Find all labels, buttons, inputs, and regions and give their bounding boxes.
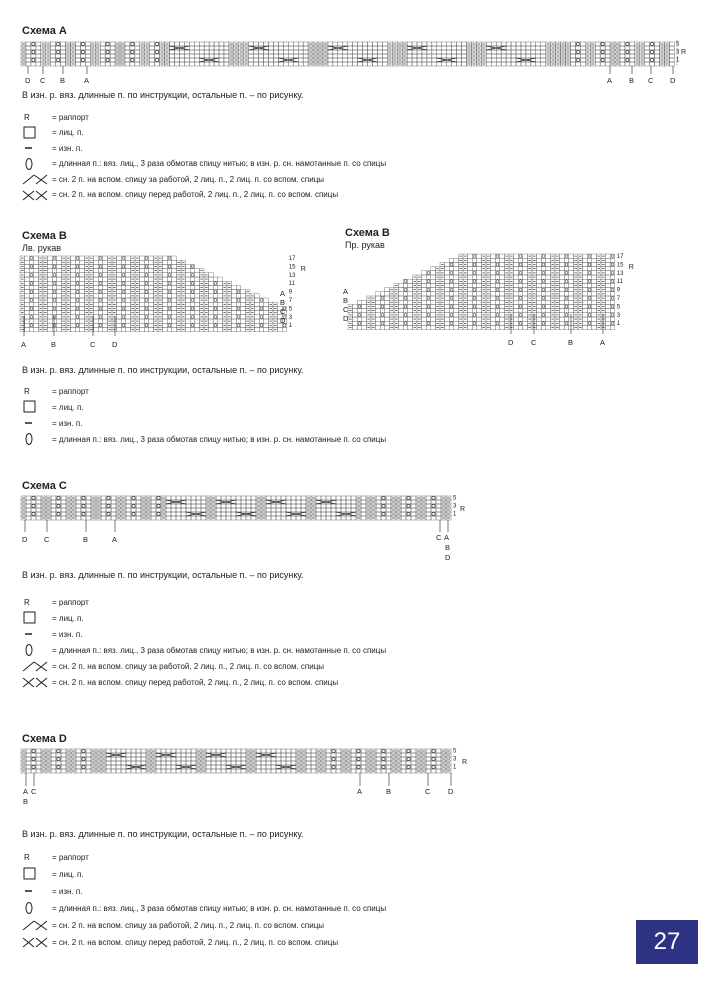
row-number: 11 <box>288 281 296 288</box>
row-number: 17 <box>616 253 624 260</box>
legend-row <box>22 643 386 657</box>
schema-a-title: Схема А <box>22 25 67 37</box>
row-number: 13 <box>288 272 296 279</box>
long-stitch-icon <box>22 901 48 915</box>
row-number: 5 <box>453 495 457 502</box>
schema-d-note: В изн. р. вяз. длинные п. по инструкции, остальные п. – по рисунку. <box>22 829 304 839</box>
legend-d <box>22 850 542 950</box>
schema-a-chart <box>20 40 687 88</box>
legend-text: = длинная п.: вяз. лиц., 3 раза обмотав спицу нитью; в изн. р. сн. намотанные п. со спицы <box>52 645 387 655</box>
legend-text: = лиц. п. <box>52 869 84 879</box>
repeat-symbol <box>22 384 48 398</box>
position-letter: B <box>51 340 57 349</box>
legend-text: = сн. 2 п. на вспом. спицу перед работой, 2 лиц. п., 2 лиц. п. со вспом. спицы <box>52 677 339 687</box>
legend-symbol <box>22 611 52 625</box>
legend-row <box>22 850 89 864</box>
legend-symbol <box>22 400 52 414</box>
schema-b-right-subtitle: Пр. рукав <box>345 240 385 250</box>
legend-b <box>22 384 542 454</box>
legend-symbol <box>22 416 52 430</box>
schema-c-title: Схема С <box>22 480 67 492</box>
legend-text: = длинная п.: вяз. лиц., 3 раза обмотав спицу нитью; в изн. р. сн. намотанные п. со спицы <box>52 434 387 444</box>
legend-row <box>22 188 338 202</box>
cable-front-icon <box>22 188 48 202</box>
purl-stitch-icon <box>22 141 48 155</box>
legend-symbol <box>22 432 52 446</box>
position-letter: C <box>90 340 96 349</box>
row-number: 1 <box>676 57 680 64</box>
schema-c-chart <box>20 494 480 566</box>
grid-cells <box>21 749 451 773</box>
row-number: 3 <box>453 503 457 510</box>
legend-symbol <box>22 141 52 155</box>
legend-symbol <box>22 384 52 398</box>
position-letter: B <box>445 543 451 552</box>
knit-stitch-icon <box>22 867 48 881</box>
legend-text: = раппорт <box>52 112 89 122</box>
legend-symbol <box>22 595 52 609</box>
position-letter: C <box>436 533 442 542</box>
legend-symbol <box>22 643 52 657</box>
legend-text: = изн. п. <box>52 418 83 428</box>
schema-a-note: В изн. р. вяз. длинные п. по инструкции, остальные п. – по рисунку. <box>22 90 304 100</box>
purl-stitch-icon <box>22 884 48 898</box>
side-letter: D <box>343 314 349 323</box>
legend-symbol <box>22 884 52 898</box>
legend-row <box>22 611 84 625</box>
repeat-symbol-label: R <box>24 387 30 396</box>
cable-back-icon <box>22 918 48 932</box>
row-number: 5 <box>616 304 621 311</box>
legend-symbol <box>22 157 52 171</box>
legend-c <box>22 595 542 695</box>
knit-stitch-icon <box>22 126 48 140</box>
position-letter: B <box>23 797 29 806</box>
side-letter: B <box>343 296 349 305</box>
legend-row <box>22 627 82 641</box>
legend-text: = лиц. п. <box>52 402 84 412</box>
legend-symbol <box>22 126 52 140</box>
side-letter: C <box>343 305 349 314</box>
legend-row <box>22 126 84 140</box>
schema-b-right-chart <box>338 252 638 352</box>
row-number: 5 <box>453 748 457 755</box>
position-letter: A <box>84 76 90 85</box>
cable-front-icon <box>22 935 48 949</box>
repeat-symbol-label: R <box>24 853 30 862</box>
cable-front-icon <box>22 675 48 689</box>
row-number: 13 <box>616 270 624 277</box>
row-number: 7 <box>616 295 621 302</box>
row-number: 5 <box>288 306 293 313</box>
cable-back-icon <box>22 172 48 186</box>
legend-text: = раппорт <box>52 852 89 862</box>
legend-text: = сн. 2 п. на вспом. спицу перед работой, 2 лиц. п., 2 лиц. п. со вспом. спицы <box>52 937 339 947</box>
row-number: 7 <box>288 297 293 304</box>
purl-stitch-icon <box>22 416 48 430</box>
legend-text: = изн. п. <box>52 143 83 153</box>
row-number: 1 <box>288 323 293 330</box>
schema-b-left-subtitle: Лв. рукав <box>22 243 62 253</box>
side-letter: D <box>280 316 286 325</box>
position-letter: D <box>445 553 451 562</box>
row-number: 3 <box>453 756 457 763</box>
position-letter: B <box>629 76 635 85</box>
position-letter: D <box>112 340 118 349</box>
legend-symbol <box>22 867 52 881</box>
legend-text: = изн. п. <box>52 886 83 896</box>
position-letter: A <box>357 787 363 796</box>
position-letter: A <box>444 533 450 542</box>
legend-row <box>22 172 324 186</box>
row-number: 1 <box>453 511 457 518</box>
row-number: 1 <box>453 764 457 771</box>
legend-symbol <box>22 850 52 864</box>
position-letter: C <box>31 787 37 796</box>
schema-b-note: В изн. р. вяз. длинные п. по инструкции, остальные п. – по рисунку. <box>22 365 304 375</box>
schema-d-title: Схема D <box>22 733 67 745</box>
position-letter: C <box>425 787 431 796</box>
purl-stitch-icon <box>22 627 48 641</box>
legend-a <box>22 110 542 210</box>
grid-cells <box>21 42 674 66</box>
row-number: 11 <box>616 279 624 286</box>
legend-text: = раппорт <box>52 597 89 607</box>
legend-symbol <box>22 918 52 932</box>
grid-cells <box>20 256 287 332</box>
legend-symbol <box>22 675 52 689</box>
legend-row <box>22 867 84 881</box>
long-stitch-icon <box>22 432 48 446</box>
schema-b-left-chart <box>18 254 318 354</box>
legend-text: = изн. п. <box>52 629 83 639</box>
schema-d-chart <box>20 747 480 809</box>
position-letter: A <box>21 340 27 349</box>
repeat-symbol <box>22 595 48 609</box>
row-number: 9 <box>288 289 293 296</box>
legend-row <box>22 384 89 398</box>
position-letter: B <box>386 787 392 796</box>
legend-row <box>22 884 82 898</box>
legend-symbol <box>22 172 52 186</box>
position-letter: C <box>44 535 50 544</box>
position-letter: A <box>112 535 118 544</box>
schema-b-left-title: Схема В <box>22 230 67 242</box>
position-letter: C <box>648 76 654 85</box>
legend-text: = сн. 2 п. на вспом. спицу перед работой, 2 лиц. п., 2 лиц. п. со вспом. спицы <box>52 190 339 199</box>
position-letter: A <box>23 787 29 796</box>
legend-row <box>22 432 386 446</box>
legend-symbol <box>22 935 52 949</box>
side-letter: C <box>280 307 286 316</box>
schema-c-note: В изн. р. вяз. длинные п. по инструкции, остальные п. – по рисунку. <box>22 570 304 580</box>
knit-stitch-icon <box>22 611 48 625</box>
page-number: 27 <box>636 920 698 964</box>
position-letter: D <box>25 76 31 85</box>
repeat-symbol <box>22 850 48 864</box>
position-letter: C <box>40 76 46 85</box>
row-number: 1 <box>616 321 621 328</box>
side-letter: A <box>280 289 286 298</box>
side-letter: B <box>280 298 286 307</box>
grid-cells <box>21 496 451 520</box>
legend-row <box>22 918 324 932</box>
legend-text: = лиц. п. <box>52 128 84 137</box>
position-letter: C <box>531 338 537 347</box>
repeat-symbol <box>22 110 48 124</box>
repeat-label: R <box>681 49 687 56</box>
position-letter: B <box>568 338 574 347</box>
row-number: 5 <box>676 41 680 48</box>
long-stitch-icon <box>22 643 48 657</box>
repeat-label: R <box>462 759 468 766</box>
position-letter: B <box>83 535 89 544</box>
row-number: 15 <box>616 262 624 269</box>
legend-row <box>22 157 386 171</box>
position-letter: A <box>607 76 613 85</box>
repeat-symbol-label: R <box>24 598 30 607</box>
repeat-symbol-label: R <box>24 113 30 122</box>
position-letter: B <box>60 76 66 85</box>
grid-cells <box>348 254 615 330</box>
row-number: 17 <box>288 255 296 262</box>
cable-back-icon <box>22 659 48 673</box>
legend-row <box>22 935 338 949</box>
position-letter: D <box>508 338 514 347</box>
row-number: 15 <box>288 264 296 271</box>
long-stitch-icon <box>22 157 48 171</box>
legend-row <box>22 901 386 915</box>
repeat-label: R <box>300 266 306 273</box>
position-letter: D <box>22 535 28 544</box>
side-letter: A <box>343 287 349 296</box>
legend-text: = сн. 2 п. на вспом. спицу за работой, 2 лиц. п., 2 лиц. п. со вспом. спицы <box>52 661 325 671</box>
legend-row <box>22 675 338 689</box>
repeat-label: R <box>628 264 634 271</box>
legend-row <box>22 595 89 609</box>
legend-text: = сн. 2 п. на вспом. спицу за работой, 2 лиц. п., 2 лиц. п. со вспом. спицы <box>52 174 325 184</box>
legend-text: = сн. 2 п. на вспом. спицу за работой, 2 лиц. п., 2 лиц. п. со вспом. спицы <box>52 920 325 930</box>
row-number: 3 <box>676 49 680 56</box>
schema-b-right-title: Схема В <box>345 227 390 239</box>
legend-symbol <box>22 627 52 641</box>
legend-text: = длинная п.: вяз. лиц., 3 раза обмотав спицу нитью; в изн. р. сн. намотанные п. со спицы <box>52 159 387 168</box>
repeat-label: R <box>460 506 466 513</box>
position-letter: D <box>670 76 676 85</box>
legend-symbol <box>22 659 52 673</box>
legend-symbol <box>22 901 52 915</box>
legend-row <box>22 400 84 414</box>
legend-row <box>22 141 82 155</box>
legend-text: = раппорт <box>52 386 89 396</box>
legend-row <box>22 416 82 430</box>
position-letter: D <box>448 787 454 796</box>
row-number: 9 <box>616 287 621 294</box>
legend-text: = лиц. п. <box>52 613 84 623</box>
legend-text: = длинная п.: вяз. лиц., 3 раза обмотав спицу нитью; в изн. р. сн. намотанные п. со спицы <box>52 903 387 913</box>
legend-row <box>22 659 324 673</box>
knit-stitch-icon <box>22 400 48 414</box>
legend-symbol <box>22 110 52 124</box>
position-letter: A <box>600 338 606 347</box>
legend-row <box>22 110 89 124</box>
row-number: 3 <box>288 314 293 321</box>
legend-symbol <box>22 188 52 202</box>
row-number: 3 <box>616 312 621 319</box>
